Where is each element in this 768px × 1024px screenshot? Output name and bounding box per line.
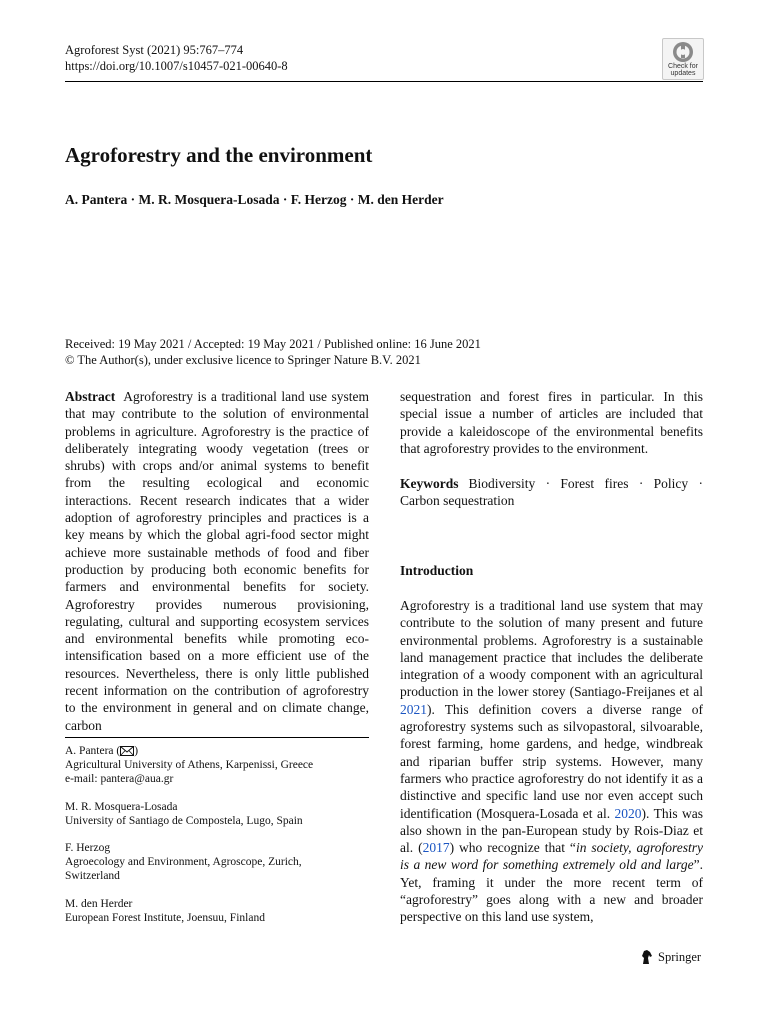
- intro-text-3: ). This was also shown in the pan-European study by Rois-Diaz et al. (: [400, 805, 703, 856]
- check-updates-icon: [672, 41, 694, 63]
- introduction-body: [400, 597, 703, 926]
- affiliation-den-herder: [65, 897, 369, 925]
- abstract-text-left: Agroforestry is a traditional land use system that may contribute to the solution of environmental problems in agriculture. Agroforestry is the practice of deliberately integrating woody vegetation (trees or shrubs) with crops and/or animal systems to benefit from the resulting ecological and economic interactions. Recent research indicates that a wider adoption of agroforestry principles and practices is a key means by which the global agri-food sector might achieve more sustainable methods of food and fiber production by producing both economic benefits for farmers and environmental benefits for society. Agroforestry provides numerous provisioning, regulating, cultural and supporting ecosystem services and environmental benefits while promoting eco-intensification based on a more efficient use of the resources. Nevertheless, there is only little published recent information on the contribution of agroforestry to the environment in general and on climate change, carbon: [65, 389, 369, 733]
- affiliation-herzog: [65, 841, 369, 883]
- author-name: M. R. Mosquera-Losada: [65, 801, 178, 813]
- author-name-suffix: ): [134, 745, 139, 757]
- publisher-name: Springer: [658, 949, 702, 964]
- citation-link[interactable]: 2017: [422, 840, 450, 856]
- introduction-heading: Introduction: [400, 563, 474, 578]
- journal-citation: Agroforest Syst (2021) 95:767–774: [65, 43, 244, 57]
- keywords-block: [400, 475, 703, 510]
- keywords-label: Keywords: [400, 476, 459, 491]
- keywords-text: Biodiversity · Forest fires · Policy · Carbon sequestration: [400, 476, 703, 509]
- journal-header: [65, 42, 288, 74]
- author-name: M. den Herder: [65, 898, 133, 910]
- publisher-logo: [640, 949, 701, 965]
- publication-dates: [65, 336, 481, 368]
- check-for-updates-badge[interactable]: [662, 38, 704, 80]
- affiliation-institution: Agroecology and Environment, Agroscope, Zurich,: [65, 856, 302, 868]
- intro-text-2: ). This definition covers a diverse range of agroforestry systems such as silvopastoral, silvoarable, forest farming, home gardens, and hedge, windbreak and riparian buffer strip systems. However, many farmers who practice agroforestry do not identify it as a distinctive and specific land use nor even accept such identification (Mosquera-Losada et al.: [400, 701, 703, 821]
- envelope-icon[interactable]: [120, 746, 134, 756]
- affiliation-institution-cont: Switzerland: [65, 870, 120, 882]
- author-list: A. Pantera · M. R. Mosquera-Losada · F. Herzog · M. den Herder: [65, 192, 444, 207]
- affiliation-institution: Agricultural University of Athens, Karpenissi, Greece: [65, 759, 314, 771]
- affiliation-institution: European Forest Institute, Joensuu, Finland: [65, 912, 265, 924]
- intro-text-4: ) who recognize that “: [449, 840, 576, 856]
- author-email[interactable]: e-mail: pantera@aua.gr: [65, 773, 174, 785]
- article-title: Agroforestry and the environment: [65, 143, 373, 167]
- affiliation-institution: University of Santiago de Compostela, Lugo, Spain: [65, 815, 303, 827]
- abstract-right-column: [400, 388, 703, 457]
- intro-quote: in society, agroforestry is a new word for something extremely old and large: [400, 840, 703, 873]
- affiliation-mosquera-losada: [65, 800, 369, 828]
- abstract-text-right: sequestration and forest fires in particular. In this special issue a number of articles are included that provide a kaleidoscope of the environmental benefits that agroforestry provides to the environment.: [400, 389, 703, 456]
- abstract-left-column: [65, 388, 369, 734]
- dates-line: Received: 19 May 2021 / Accepted: 19 May 2021 / Published online: 16 June 2021: [65, 337, 481, 351]
- doi-link[interactable]: https://doi.org/10.1007/s10457-021-00640-8: [65, 59, 288, 73]
- abstract-label: Abstract: [65, 389, 116, 404]
- author-name: A. Pantera (: [65, 745, 121, 757]
- badge-text-line2: updates: [670, 70, 696, 77]
- affiliation-divider: [65, 737, 369, 738]
- author-name: F. Herzog: [65, 842, 111, 854]
- intro-text-5: ”. Yet, framing it under the more recent term of “agroforestry” goes along with a new and broader perspective on this land use system,: [400, 857, 703, 925]
- citation-link[interactable]: 2020: [614, 805, 642, 821]
- springer-horse-icon: [640, 949, 654, 965]
- copyright-line: © The Author(s), under exclusive licence to Springer Nature B.V. 2021: [65, 353, 421, 367]
- citation-link[interactable]: 2021: [400, 701, 427, 717]
- affiliation-name: [65, 744, 369, 758]
- header-divider: [65, 81, 703, 82]
- intro-text-1: Agroforestry is a traditional land use system that may contribute to the solution of many present and future environmental problems. Agroforestry is a sustainable land management practice that includes the deliberate integration of a woody component with an agricultural production in the lower storey (Santiago-Freijanes et al: [400, 598, 703, 700]
- badge-text-line1: Check for: [668, 63, 698, 70]
- affiliation-pantera: [65, 744, 369, 786]
